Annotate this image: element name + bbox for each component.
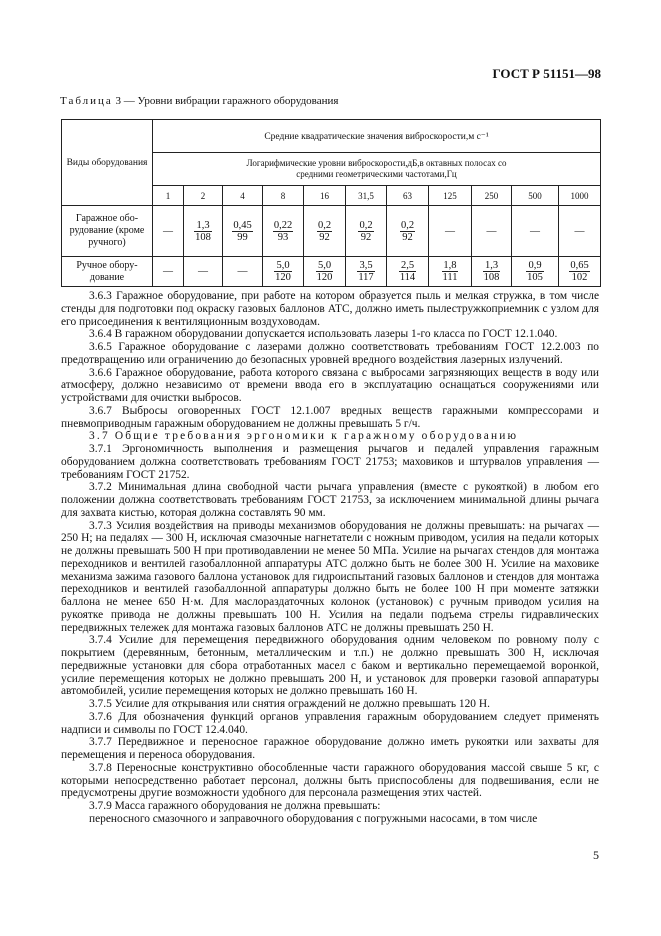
fraction — [274, 260, 292, 283]
level-db-value: 111 — [442, 272, 458, 283]
level-db-value: 93 — [277, 231, 289, 243]
paragraph: 3.7.9 Масса гаражного оборудования не должна превышать: — [89, 800, 381, 812]
value-cell — [472, 257, 512, 287]
paragraph: переносного смазочного и заправочного оборудования с погружными насосами, в том числе — [89, 812, 538, 825]
level-db-value: 120 — [275, 272, 291, 283]
body-text — [61, 290, 599, 826]
table-row — [62, 206, 601, 257]
frequency-cell: 63 — [387, 186, 429, 206]
paragraph: 3.7.2 Минимальная длина свободной части рычага управления (вместе с рукояткой) в любом его положении должна соответствовать требованиям ГОСТ 21753, за исключением минимальной длины рычага для захвата кистью, которая должна составлять 90 мм. — [61, 481, 599, 519]
value-cell: — — [184, 257, 223, 287]
fraction — [357, 260, 374, 283]
document-header: ГОСТ Р 51151—98 — [492, 66, 601, 81]
level-db-value: 99 — [237, 231, 248, 243]
frequency-cell: 125 — [429, 186, 472, 206]
value-cell: — — [223, 257, 263, 287]
frequency-cell: 4 — [223, 186, 263, 206]
fraction — [483, 260, 501, 283]
value-cell — [184, 206, 223, 257]
value-cell — [346, 206, 387, 257]
log-levels-header — [153, 153, 601, 186]
level-db-value: 117 — [358, 272, 374, 283]
fraction — [399, 260, 416, 283]
velocity-value: 1,3 — [483, 260, 501, 272]
paragraph: 3.7.8 Переносные конструктивно обособленные части гаражного оборудования массой свыше 5 кг, с которыми непосредственно работает персонал, должны быть приспособлены для подвешивания, если не предусмотрены другие возможности удобного для персонала размещения этих частей. — [61, 761, 599, 800]
table-caption-title: — Уровни вибрации гаражного оборудования — [123, 95, 339, 107]
value-cell — [263, 206, 304, 257]
fraction — [569, 260, 589, 283]
frequency-cell: 1 — [153, 186, 184, 206]
value-cell — [429, 257, 472, 287]
row-label: Гаражное обо-рудование (кроме ручного) — [62, 206, 153, 257]
section-heading: 3.7 Общие требования эргономики к гаражному оборудованию — [89, 430, 519, 443]
velocity-value: 5,0 — [316, 260, 334, 272]
paragraph: 3.6.4 В гаражном оборудовании допускается использовать лазеры 1-го класса по ГОСТ 12.1.040. — [89, 328, 558, 341]
paragraph: 3.7.5 Усилие для открывания или снятия ограждений не должно превышать 120 Н. — [89, 698, 490, 710]
fraction — [317, 220, 332, 243]
velocity-value: 0,2 — [359, 219, 373, 231]
fraction — [400, 220, 415, 243]
level-db-value: 114 — [399, 272, 416, 283]
paragraph: 3.6.3 Гаражное оборудование, при работе на котором образуется пыль и мелкая стружка, в том числе стенды для подготовки под окраску газовых баллонов АТС, должно иметь пылестружкоприемник с узлом для его присоединения к вентиляционным воздуховодам. — [61, 290, 599, 328]
level-db-value: 108 — [483, 272, 500, 283]
value-cell: — — [153, 206, 184, 257]
velocity-value: 3,5 — [357, 260, 374, 272]
velocity-value: 0,45 — [233, 219, 252, 231]
value-cell — [223, 206, 263, 257]
velocity-value: 1,3 — [194, 220, 212, 232]
fraction — [526, 260, 544, 283]
table-caption-number: 3 — [115, 95, 122, 107]
frequency-cell: 16 — [304, 186, 346, 206]
fraction — [273, 220, 293, 243]
level-db-value: 102 — [571, 272, 588, 283]
fraction — [232, 220, 252, 243]
velocity-value: 0,65 — [570, 260, 589, 271]
velocity-value: 0,2 — [317, 219, 332, 231]
frequency-cell: 2 — [184, 186, 223, 206]
fraction — [316, 260, 334, 283]
frequency-cell: 8 — [263, 186, 304, 206]
paragraph: 3.6.7 Выбросы оговоренных ГОСТ 12.1.007 вредных веществ гаражными компрессорами и пневмоприводным гаражным оборудованием не должны превышать 5 г/ч. — [61, 404, 599, 430]
paragraph: 3.7.3 Усилия воздействия на приводы механизмов оборудования не должны превышать: на рычагах — 250 Н; на педалях — 300 Н, исключая смазочные нагнетатели с ножным приводом, усилия на педали которых не должны превышать 500 Н при противодавлении не менее 50 МПа. Усилие на рычагах стендов для монтажа переходников и вентилей газобаллонной аппаратуры АТС должно быть не более 300 Н. Усилие на маховике механизма зажима газового баллона установок для гидроиспытаний газовых баллонов и стендов для монтажа переходников и вентилей газобаллонной аппаратуры должно быть не более 100 Н при моменте затяжки баллона не менее 650 Н·м. Для маслораздаточных колонок (установок) с ручным приводом усилия на рукоятке привода не должны превышать 100 Н. Усилия на педали подъема стрелы гидравлических передвижных тележек для монтажа газовых баллонов АТС не должны превышать 250 Н. — [61, 519, 599, 634]
paragraph: 3.6.6 Гаражное оборудование, работа которого связана с выбросами загрязняющих веществ в воду или атмосферу, должно независимо от времени ввода его в эксплуатацию оснащаться сооружениями или устройствами для очистки выбросов. — [61, 366, 599, 404]
equipment-column-header: Виды оборудования — [62, 120, 153, 206]
log-levels-header-text: Логарифмические уровни виброскорости,дБ,в октавных полосах со средними геометрическими частотами,Гц — [246, 158, 507, 179]
value-cell: — — [429, 206, 472, 257]
frequency-cell: 250 — [472, 186, 512, 206]
value-cell: — — [512, 206, 559, 257]
value-cell — [387, 257, 429, 287]
frequency-cell: 1000 — [559, 186, 601, 206]
level-db-value: 120 — [316, 272, 333, 283]
value-cell: — — [559, 206, 601, 257]
velocity-value: 0,2 — [400, 219, 415, 231]
value-cell: — — [153, 257, 184, 287]
paragraph: 3.7.6 Для обозначения функций органов управления гаражным оборудованием следует применять надписи и символы по ГОСТ 12.4.040. — [61, 710, 599, 736]
value-cell — [304, 257, 346, 287]
velocity-value: 0,22 — [273, 219, 293, 231]
value-cell — [559, 257, 601, 287]
value-cell — [387, 206, 429, 257]
velocity-value: 2,5 — [399, 260, 416, 272]
paragraph: 3.7.7 Передвижное и переносное гаражное оборудование должно иметь рукоятки или захваты для перемещения и переноса оборудования. — [61, 736, 599, 761]
frequency-cell: 500 — [512, 186, 559, 206]
paragraph: 3.7.1 Эргономичность выполнения и размещения рычагов и педалей управления гаражным оборудованием должна соответствовать требованиям ГОСТ 21753; маховиков и штурвалов управления — требованиям ГОСТ 21752. — [61, 443, 599, 481]
value-cell: — — [472, 206, 512, 257]
level-db-value: 105 — [527, 272, 543, 283]
page-number: 5 — [593, 848, 599, 862]
frequency-cell: 31,5 — [346, 186, 387, 206]
rms-header: Средние квадратические значения виброскорости,м с⁻¹ — [153, 120, 601, 153]
paragraph: 3.6.5 Гаражное оборудование с лазерами должно соответствовать требованиям ГОСТ 12.2.003 по предотвращению или ограничению до безопасных уровней вредного воздействия лазерных излучений. — [61, 341, 599, 366]
paragraph: 3.7.4 Усилие для перемещения передвижного оборудования одним человеком по ровному полу с покрытием (деревянным, бетонным, металлическим и т.п.) не должно превышать 300 Н, исключая передвижные установки для сбора отработанных масел с баком и вертикально перемещаемой воронкой, усилие перемещения которых не должно превышать 200 Н, и установок для проверки газовой аппаратуры автомобилей, усилие перемещения которых не должно превышать 160 Н. — [61, 634, 599, 698]
table-caption — [60, 95, 338, 107]
value-cell — [346, 257, 387, 287]
level-db-value: 92 — [319, 231, 330, 243]
velocity-value: 1,8 — [443, 260, 457, 271]
table-caption-prefix: Таблица — [60, 95, 113, 107]
fraction — [358, 220, 373, 243]
vibration-table — [61, 119, 601, 287]
value-cell — [263, 257, 304, 287]
fraction — [442, 260, 459, 283]
level-db-value: 92 — [360, 231, 372, 243]
value-cell — [304, 206, 346, 257]
level-db-value: 108 — [195, 231, 211, 243]
level-db-value: 92 — [402, 231, 413, 243]
row-label: Ручное обору-дование — [62, 257, 153, 287]
velocity-value: 0,9 — [526, 260, 544, 272]
velocity-value: 5,0 — [274, 260, 292, 272]
fraction — [194, 220, 212, 243]
value-cell — [512, 257, 559, 287]
table-row — [62, 257, 601, 287]
